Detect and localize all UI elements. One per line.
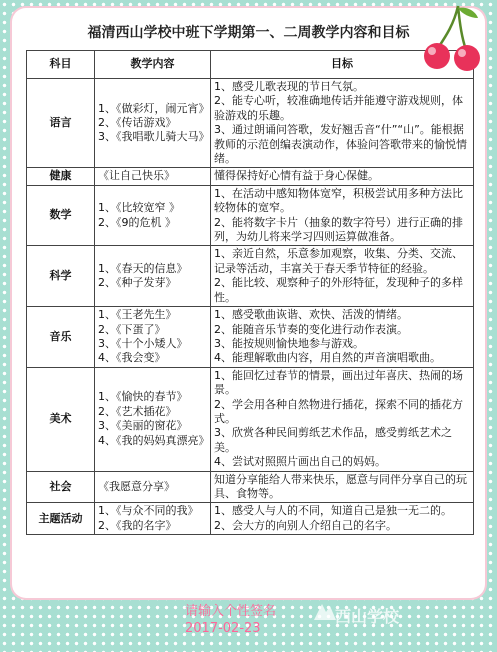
- header-content: 教学内容: [95, 51, 211, 79]
- content-item: 1、《比较宽窄 》: [98, 201, 180, 215]
- content-item: 3、《十个小矮人》: [98, 336, 188, 350]
- goal-item: 3、通过朗诵问答歌，发好翘舌音“什”“山”。能根据教师的示范创编表演动作，体验问答歌带来的愉悦情绪。: [214, 123, 467, 166]
- signature-text: 请输入个性签名: [185, 604, 277, 619]
- table-row: [27, 246, 474, 307]
- header-subject: 科目: [27, 51, 95, 79]
- goal-item: 2、学会用各种自然物进行插花，探索不同的插花方式。: [214, 397, 463, 425]
- subject-cell: 健康: [27, 168, 95, 185]
- content-item: 1、《春天的信息》: [98, 261, 188, 275]
- subject-cell: 社会: [27, 471, 95, 503]
- goal-item: 1、亲近自然，乐意参加观察，收集、分类、交流、记录等活动，丰富关于春天季节特征的经验。: [214, 247, 463, 275]
- content-item: 2、《艺术插花》: [98, 404, 177, 418]
- content-cell: [95, 168, 211, 185]
- goal-item: 4、尝试对照照片画出自己的妈妈。: [214, 455, 386, 469]
- watermark-text: 西山学校: [335, 607, 400, 626]
- goal-cell: [211, 471, 474, 503]
- content-cell: [95, 471, 211, 503]
- goal-item: 2、能随音乐节奏的变化进行动作表演。: [214, 322, 408, 336]
- goal-cell: [211, 307, 474, 368]
- signature-block: [185, 603, 276, 637]
- subject-cell: 数学: [27, 185, 95, 246]
- date-text: 2017-02-23: [185, 621, 261, 636]
- table-row: [27, 503, 474, 535]
- content-item: 1、《与众不同的我》: [98, 504, 199, 518]
- header-goals: 目标: [211, 51, 474, 79]
- content-item: 《我愿意分享》: [98, 479, 175, 493]
- content-item: 《让自己快乐》: [98, 169, 175, 183]
- content-item: 2、《9的危机 》: [98, 215, 176, 229]
- content-item: 3、《美丽的窗花》: [98, 419, 188, 433]
- goal-item: 3、欣赏各种民间剪纸艺术作品，感受剪纸艺术之美。: [214, 426, 452, 454]
- content-item: 2、《种子发芽》: [98, 276, 177, 290]
- goal-item: 3、能按规则愉快地参与游戏。: [214, 336, 364, 350]
- goal-item: 2、能比较、观察种子的外形特征，发现种子的多样性。: [214, 276, 463, 304]
- goal-cell: [211, 79, 474, 168]
- goal-cell: [211, 168, 474, 185]
- content-item: 1、《愉快的春节》: [98, 390, 188, 404]
- goal-cell: [211, 503, 474, 535]
- content-cell: [95, 307, 211, 368]
- content-item: 2、《我的名字》: [98, 518, 177, 532]
- goal-item: 1、感受人与人的不同，知道自己是独一无二的。: [214, 504, 452, 518]
- content-item: 4、《我的妈妈真漂亮》: [98, 433, 210, 447]
- content-item: 1、《王老先生》: [98, 308, 177, 322]
- content-cell: [95, 246, 211, 307]
- goal-item: 知道分享能给人带来快乐，愿意与同伴分享自己的玩具、食物等。: [214, 472, 467, 500]
- content-cell: [95, 367, 211, 471]
- goal-cell: [211, 246, 474, 307]
- subject-cell: 音乐: [27, 307, 95, 368]
- goal-item: 1、感受歌曲诙谐、欢快、活泼的情绪。: [214, 308, 408, 322]
- content-item: 4、《我会变》: [98, 351, 166, 365]
- goal-item: 1、在活动中感知物体宽窄，积极尝试用多种方法比较物体的宽窄。: [214, 186, 463, 215]
- content-item: 3、《我唱歌儿骑大马》: [98, 130, 210, 144]
- goal-item: 懂得保持好心情有益于身心保健。: [214, 169, 379, 183]
- content-item: 2、《下蛋了》: [98, 322, 166, 336]
- document-title: 福清西山学校中班下学期第一、二周教学内容和目标: [87, 25, 410, 41]
- goal-cell: [211, 367, 474, 471]
- table-row: [27, 367, 474, 471]
- table-row: [27, 79, 474, 168]
- document-card: [12, 8, 485, 598]
- table-row: [27, 471, 474, 503]
- content-cell: [95, 79, 211, 168]
- subject-cell: 语言: [27, 79, 95, 168]
- table-row: [27, 185, 474, 246]
- goal-item: 2、能专心听，较准确地传话并能遵守游戏规则，体验游戏的乐趣。: [214, 94, 463, 122]
- table-body: [27, 79, 474, 535]
- subject-cell: 美术: [27, 367, 95, 471]
- goal-item: 4、能理解歌曲内容，用自然的声音演唱歌曲。: [214, 351, 441, 365]
- content-cell: [95, 503, 211, 535]
- cherry-icon: [420, 4, 486, 74]
- goal-item: 2、会大方的向别人介绍自己的名字。: [214, 518, 397, 532]
- teaching-plan-table: [26, 50, 474, 535]
- goal-cell: [211, 185, 474, 246]
- goal-item: 1、能回忆过春节的情景，画出过年喜庆、热闹的场景。: [214, 368, 463, 397]
- goal-item: 1、感受儿歌表现的节日气氛。: [214, 80, 364, 93]
- subject-cell: 主题活动: [27, 503, 95, 535]
- content-item: 1、《做彩灯，闹元宵》: [98, 101, 210, 115]
- goal-item: 2、能将数字卡片（抽象的数字符号）进行正确的排列，为幼儿将来学习四则运算做准备。: [214, 215, 463, 244]
- content-cell: [95, 185, 211, 246]
- table-row: [27, 168, 474, 185]
- table-header-row: [27, 51, 474, 79]
- subject-cell: 科学: [27, 246, 95, 307]
- table-row: [27, 307, 474, 368]
- content-item: 2、《传话游戏》: [98, 116, 177, 130]
